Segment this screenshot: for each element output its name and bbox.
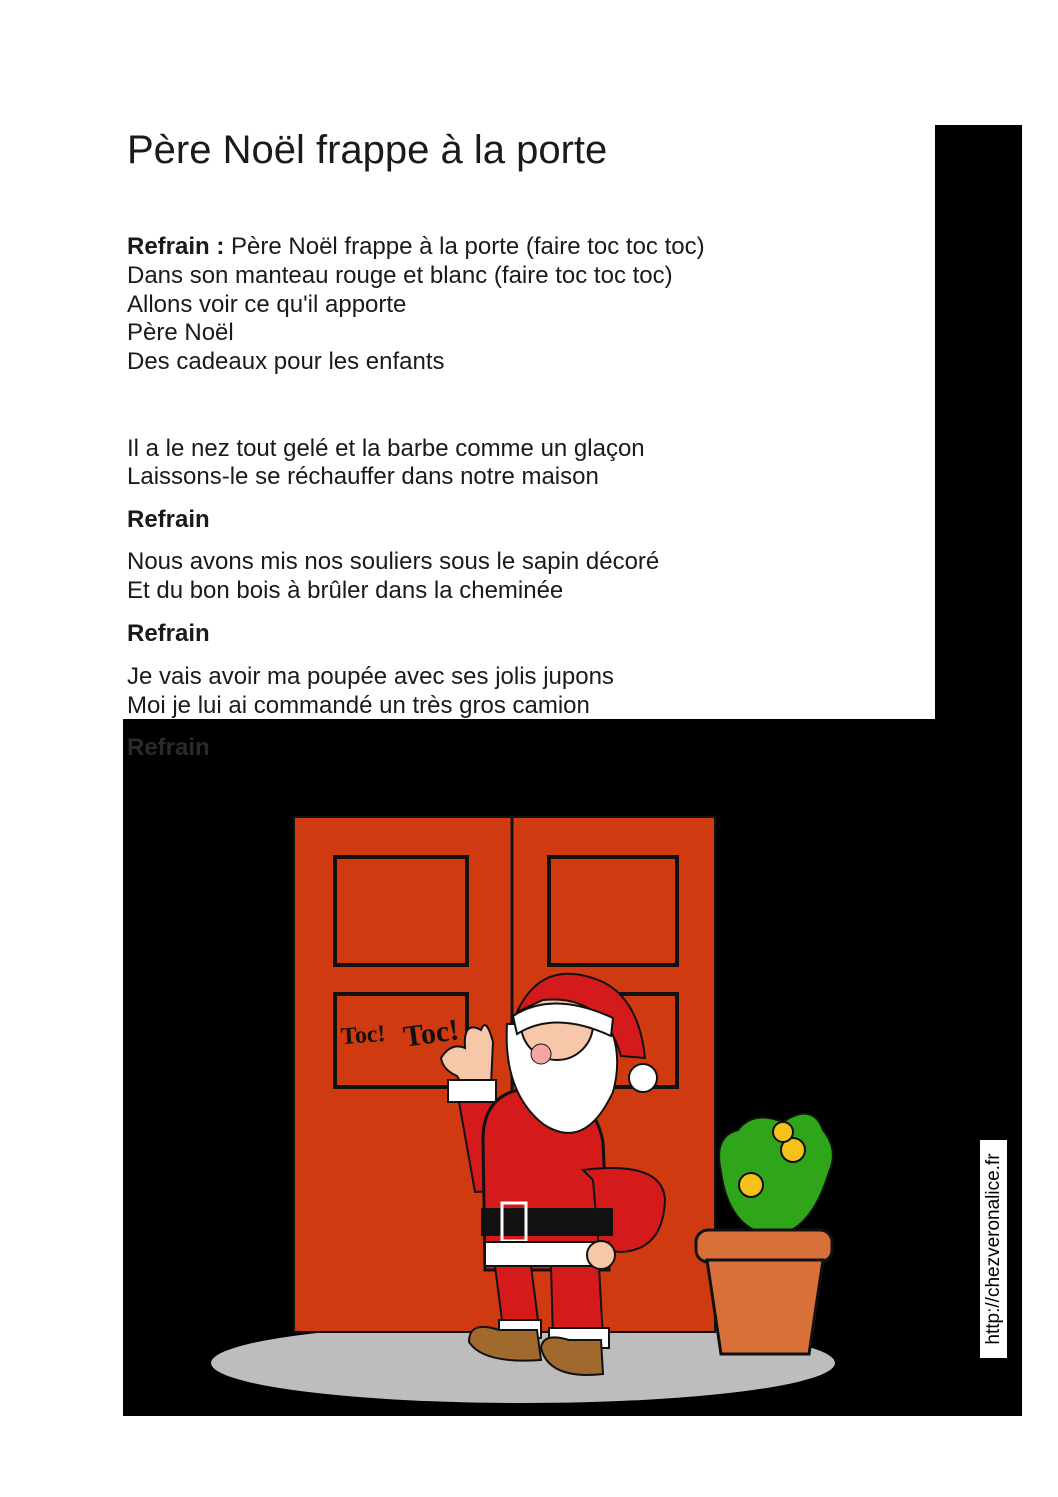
verse-3-line-1: Je vais avoir ma poupée avec ses jolis jupons [127, 663, 614, 690]
chorus-line-4: Père Noël [127, 319, 234, 346]
page-title: Père Noël frappe à la porte [127, 128, 608, 172]
refrain-label-3: Refrain [127, 734, 210, 761]
chorus-line-3: Allons voir ce qu'il apporte [127, 291, 407, 318]
website-watermark [980, 1140, 1007, 1358]
chorus-line-2: Dans son manteau rouge et blanc (faire toc toc toc) [127, 262, 673, 289]
verse-1-line-1: Il a le nez tout gelé et la barbe comme un glaçon [127, 435, 645, 462]
website-text: http://chezveronalice.fr [982, 1153, 1004, 1345]
chorus-line-5: Des cadeaux pour les enfants [127, 348, 445, 375]
refrain-label-2: Refrain [127, 620, 210, 647]
verse-2-line-2: Et du bon bois à brûler dans la cheminée [127, 577, 564, 604]
verse-3-line-2: Moi je lui ai commandé un très gros camion [127, 692, 590, 719]
verse-2-line-1: Nous avons mis nos souliers sous le sapin décoré [127, 548, 660, 575]
santa-illustration [123, 780, 1022, 1416]
chorus-label: Refrain : [127, 233, 225, 260]
toc-text-2: Toc! [401, 1013, 462, 1054]
toc-text-1: Toc! [340, 1021, 387, 1051]
flower-pot [696, 1114, 833, 1354]
refrain-label-1: Refrain [127, 506, 210, 533]
chorus-line-1 [127, 232, 705, 261]
chorus-line-text: Père Noël frappe à la porte (faire toc toc toc) [224, 233, 705, 260]
verse-1-line-2: Laissons-le se réchauffer dans notre maison [127, 463, 599, 490]
black-panel-right [935, 125, 1022, 719]
